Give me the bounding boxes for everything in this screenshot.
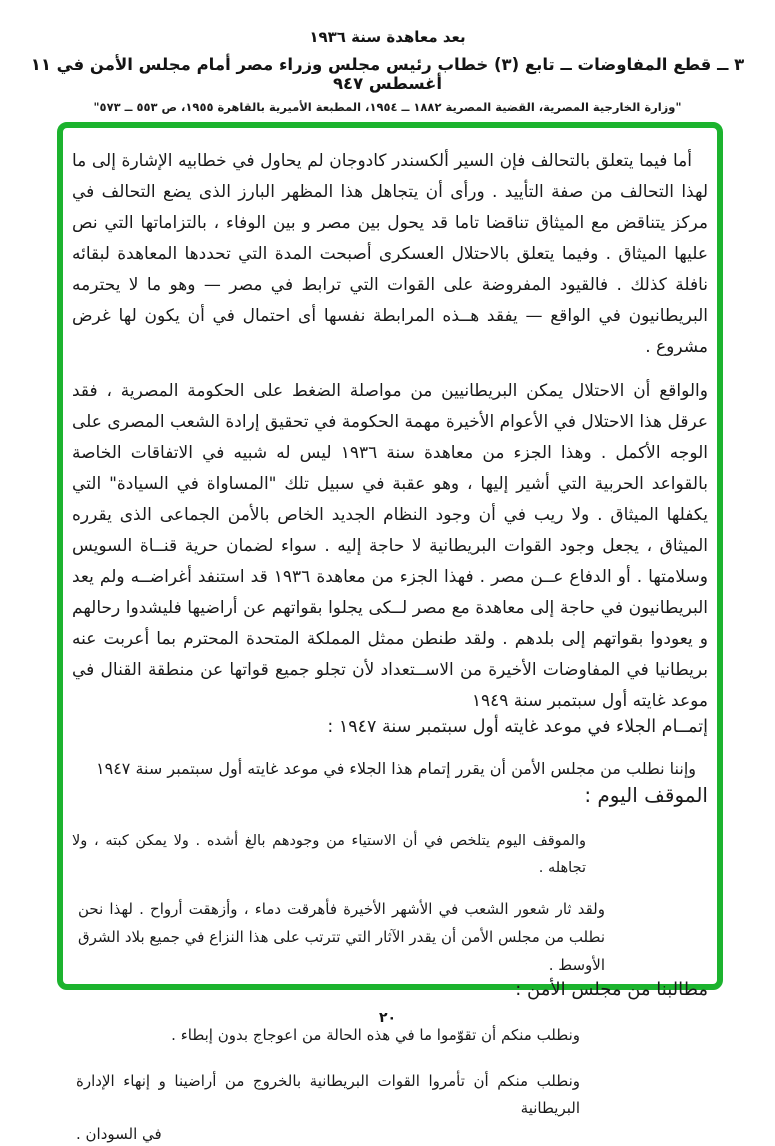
paragraph-demand-withdrawal: ونطلب منكم أن تأمروا القوات البريطانية بالخروج من أراضينا و إنهاء الإدارة البريطانية <box>76 1072 580 1117</box>
paragraph-occupation: والواقع أن الاحتلال يمكن البريطانيين من مواصلة الضغط على الحكومة المصرية ، فقد عرقل هذا الاحتلال في الأعوام الأخيرة مهمة الحكومة في تحقيق إرادة الشعب المصرى على الوجه الأكمل . وهذا الجزء من معاهدة سنة ١٩٣٦ ليس له شبيه في الاتفاقات الخاصة بالقواعد الحربية التي أشير إليها ، وهو عقبة في سبيل تلك "المساواة في السيادة" التي يكفلها الميثاق . ولا ريب في أن وجود النظام الجديد الخاص بالأمن الجماعى الذى يقرره الميثاق ، يجعل وجود القوات البريطانية لا حاجة إليه . سواء لضمان حرية قنــاة السويس وسلامتها . أو الدفاع عــن مصر . فهذا الجزء من معاهدة ١٩٣٦ قد استنفد أغراضــه ولم يعد البريطانيون في حاجة إلى معاهدة مع مصر لــكى يجلوا بقواتهم عن أراضيها فليشدوا رحالهم و يعودوا بقواتهم إلى بلدهم . ولقد طنطن ممثل المملكة المتحدة المحترم بما أعربت عنه بريطانيا في المفاوضات الأخيرة من الاســتعداد لأن تجلو جميع قواتها عن منطقة القنال في موعد غايته أول سبتمبر سنة ١٩٤٩ <box>72 381 708 711</box>
subheading-demands: مطالبنا من مجلس الأمن : <box>515 979 708 1000</box>
paragraph-public-anger: ولقد ثار شعور الشعب في الأشهر الأخيرة فأهرقت دماء ، وأزهقت أرواح . لهذا نحن نطلب من مجلس الأمن أن يقدر الآثار التي تترتب على هذا النزاع في جميع بلاد الشرق الأوسط . <box>78 900 605 974</box>
section-title: بعد معاهدة سنة ١٩٣٦ <box>309 28 466 46</box>
paragraph-demand-withdrawal-tail: في السودان . <box>76 1125 162 1143</box>
subheading-situation-today: الموقف اليوم : <box>584 783 708 807</box>
document-title: ٣ ــ قطع المفاوضات ــ تابع (٣) خطاب رئيس مجلس وزراء مصر أمام مجلس الأمن في ١١ أغسطس ٩٤٧ <box>30 55 745 93</box>
source-citation: "وزارة الخارجية المصرية، القضية المصرية ١٨٨٢ ــ ١٩٥٤، المطبعة الأميرية بالقاهرة ١٩٥٥، ص ٥٥٣ ــ ٥٧٣" <box>93 100 682 114</box>
paragraph-situation-summary: والموقف اليوم يتلخص في أن الاستياء من وجودهم بالغ أشده . ولا يمكن كبته ، ولا تجاهله . <box>72 833 586 876</box>
paragraph-alliance: أما فيما يتعلق بالتحالف فإن السير ألكسندر كادوجان لم يحاول في خطابيه الإشارة إلى ما لهذا التحالف من صفة التأييد . ورأى أن يتجاهل هذا المظهر البارز الذى يضع التحالف في مركز يتناقض مع الميثاق تناقضا تاما قد يحول بين مصر و بين الوفاء ، بالتزاماتها التي نص عليها الميثاق . وفيما يتعلق بالاحتلال العسكرى أصبحت المدة التي تحددها المعاهدة لبقائه نافلة كذلك . فالقيود المفروضة على القوات التي ترابط في مصر — وهو ما لا يحترمه البريطانيون في الواقع — يفقد هــذه المرابطة نفسها أى احتمال في أن يكون لها غرض مشروع . <box>72 151 708 357</box>
page-header <box>0 0 775 114</box>
paragraph-evacuation-request: وإننا نطلب من مجلس الأمن أن يقرر إتمام هذا الجلاء في موعد غايته أول سبتمبر سنة ١٩٤٧ <box>96 759 696 778</box>
subheading-evacuation-deadline: إتمــام الجلاء في موعد غايته أول سبتمبر سنة ١٩٤٧ : <box>327 717 708 737</box>
paragraph-demand-rectify: ونطلب منكم أن تقوّموا ما في هذه الحالة من اعوجاج بدون إبطاء . <box>171 1026 580 1044</box>
page-number: ٢٠ <box>378 1010 397 1026</box>
